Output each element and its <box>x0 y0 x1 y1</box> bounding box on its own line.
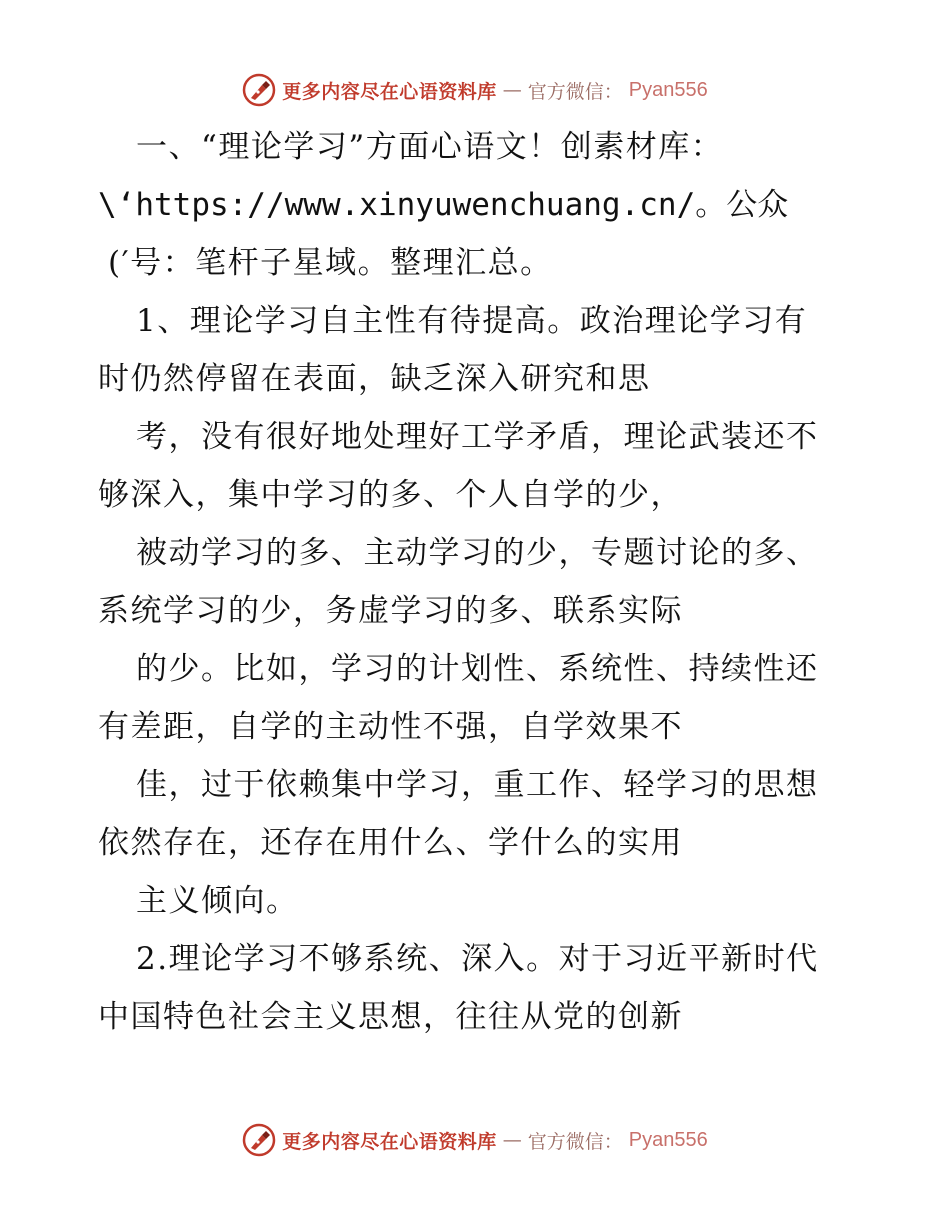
footer-wechat-label: 官方微信： <box>527 1130 623 1153</box>
text-line: 中国特色社会主义思想，往往从党的创新 <box>98 999 683 1035</box>
pen-nib-logo-icon <box>242 73 276 107</box>
text-line: 有差距，自学的主动性不强，自学效果不 <box>98 709 683 745</box>
text-line: \‘https://www.xinyuwenchuang.cn/。公众 <box>98 187 789 223</box>
header-banner <box>0 70 950 110</box>
header-separator: — <box>502 79 522 101</box>
section-heading: 一、“理论学习”方面心语文！创素材库： <box>136 129 724 165</box>
text-line: 系统学习的少，务虚学习的多、联系实际 <box>98 593 683 629</box>
paragraph-start: 2.理论学习不够系统、深入。对于习近平新时代 <box>136 941 819 977</box>
text-line: 主义倾向。 <box>136 883 299 919</box>
document-body <box>98 118 858 1046</box>
paragraph-start: 1、理论学习自主性有待提高。政治理论学习有 <box>136 303 808 339</box>
footer-wechat-id: Pyan556 <box>628 1128 708 1151</box>
text-line: (′号：笔杆子星域。整理汇总。 <box>108 245 553 281</box>
footer-separator: — <box>502 1129 522 1151</box>
header-wechat-id: Pyan556 <box>628 78 708 101</box>
text-line: 的少。比如，学习的计划性、系统性、持续性还 <box>136 651 819 687</box>
text-line: 够深入，集中学习的多、个人自学的少， <box>98 477 683 513</box>
header-brand-text: 更多内容尽在心语资料库 <box>282 80 497 103</box>
text-line: 被动学习的多、主动学习的少，专题讨论的多、 <box>136 535 819 571</box>
text-line: 考，没有很好地处理好工学矛盾，理论武装还不 <box>136 419 819 455</box>
footer-banner <box>0 1120 950 1160</box>
text-line: 依然存在，还存在用什么、学什么的实用 <box>98 825 683 861</box>
pen-nib-logo-icon <box>242 1123 276 1157</box>
text-line: 时仍然停留在表面，缺乏深入研究和思 <box>98 361 651 397</box>
footer-brand-text: 更多内容尽在心语资料库 <box>282 1130 497 1153</box>
text-line: 佳，过于依赖集中学习，重工作、轻学习的思想 <box>136 767 819 803</box>
header-wechat-label: 官方微信： <box>527 80 623 103</box>
